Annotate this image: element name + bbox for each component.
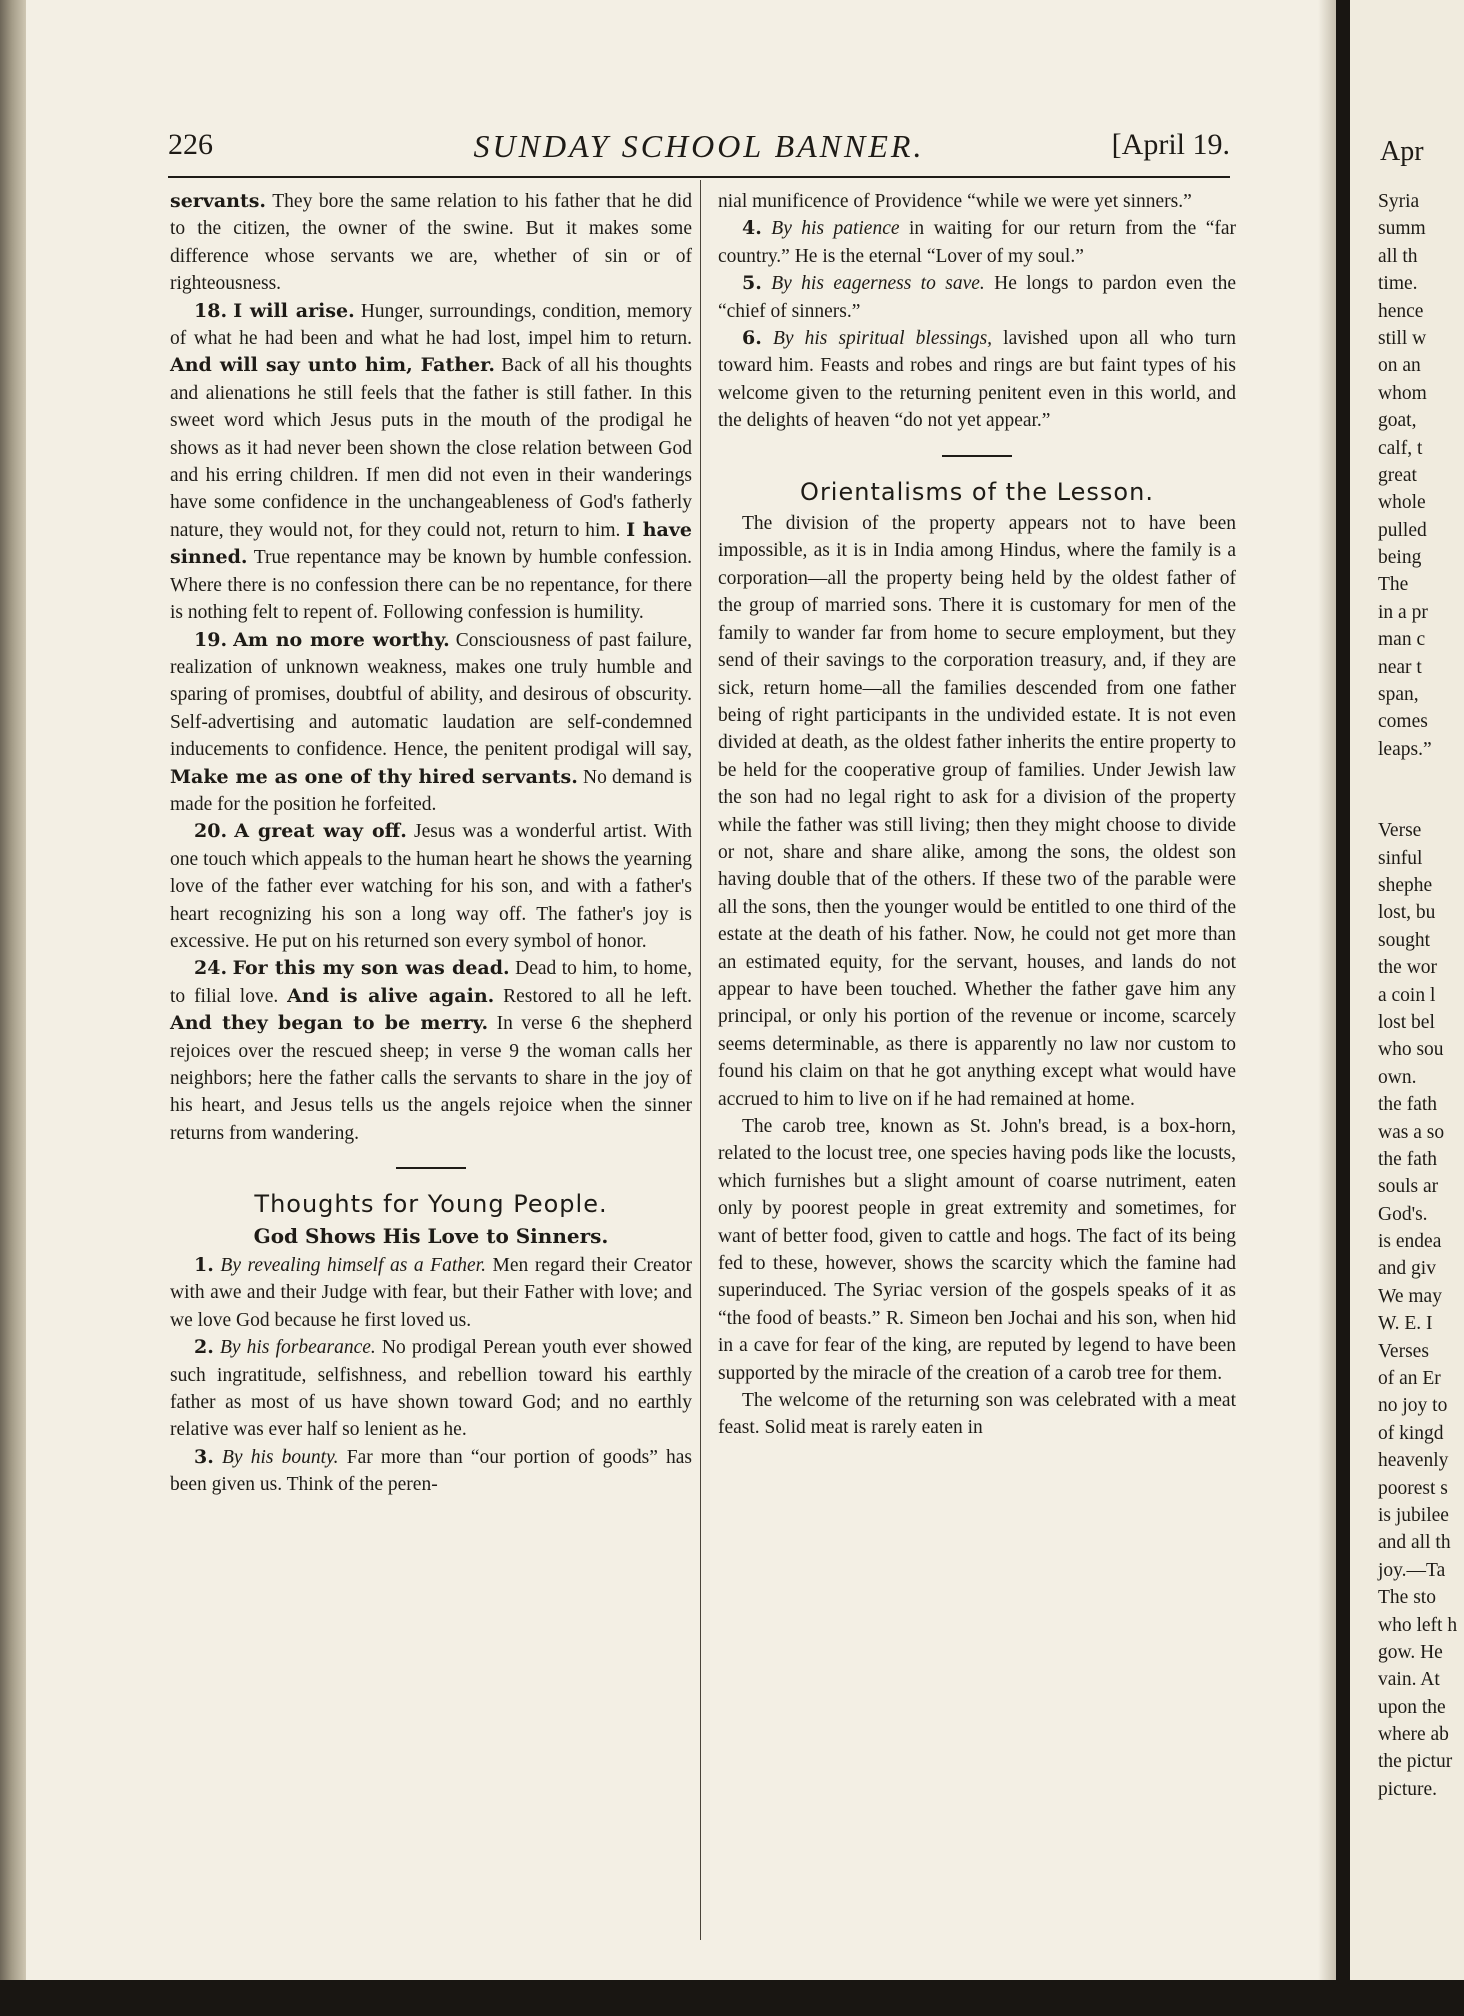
verse-number: 18. <box>194 299 228 322</box>
paragraph-text: Back of all his thoughts and alienations he still feels that the father is still father. In this sweet word which Jesus puts in the mouth of the prodigal he shows as it had never been shown the close relation between God and his erring children. If men did not even in their wanderings have some confidence in the unchangeableness of God's fatherly nature, they would not, for they could not, return to him. <box>170 355 693 541</box>
lead-phrase: Make me as one of thy hired servants. <box>170 765 578 788</box>
adjacent-page-line: W. E. I <box>1378 1313 1433 1335</box>
adjacent-page-line: whom <box>1378 382 1427 404</box>
thought-item <box>170 1252 692 1334</box>
lead-phrase: And will say unto him, Father. <box>170 354 496 377</box>
left-column <box>170 188 692 1499</box>
adjacent-page-line: lost, bu <box>1378 902 1436 924</box>
paragraph-text: Hunger, surroundings, condition, memory of what he had been and what he had lost, impel him to return. <box>170 300 692 350</box>
item-lead: By his forbearance. <box>219 1337 376 1359</box>
adjacent-page-line: picture. <box>1378 1778 1438 1800</box>
lead-phrase: servants. <box>170 190 267 212</box>
adjacent-page-line: being <box>1378 547 1422 569</box>
paragraph-text: Restored to all he left. <box>494 985 692 1007</box>
adjacent-page-line: Syria <box>1378 191 1420 212</box>
adjacent-page-line: We may <box>1378 1285 1442 1307</box>
item-lead: By his bounty. <box>222 1446 339 1468</box>
adjacent-page-line: on an <box>1378 355 1421 377</box>
lead-phrase: And is alive again. <box>287 984 495 1007</box>
adjacent-page-line: the wor <box>1378 957 1438 979</box>
adjacent-page-line: whole <box>1378 492 1426 514</box>
adjacent-page-gap <box>1378 763 1457 817</box>
adjacent-page-line: and all th <box>1378 1532 1451 1554</box>
thought-item <box>718 215 1236 270</box>
adjacent-page-line: of kingd <box>1378 1422 1444 1444</box>
verse-number: 24. <box>194 957 228 980</box>
item-number: 3. <box>194 1445 214 1468</box>
scan-bottom-edge <box>0 1980 1464 2016</box>
adjacent-page-line: souls ar <box>1378 1176 1439 1198</box>
adjacent-page-line: The sto <box>1378 1587 1436 1609</box>
lead-phrase: For this my son was dead. <box>232 957 510 980</box>
adjacent-page-line: in a pr <box>1378 601 1428 623</box>
adjacent-page-line: the fath <box>1378 1148 1438 1170</box>
item-lead: By revealing himself as a Father. <box>220 1255 486 1277</box>
thought-item <box>718 270 1236 325</box>
adjacent-page-text <box>1378 188 1457 1803</box>
lead-phrase: I will arise. <box>233 299 355 322</box>
running-title: SUNDAY SCHOOL BANNER. <box>473 128 925 164</box>
adjacent-page-line: Verses <box>1378 1340 1429 1362</box>
section-subtitle: God Shows His Love to Sinners. <box>253 1223 609 1248</box>
thought-item <box>170 1334 692 1444</box>
adjacent-page-line: The <box>1378 574 1409 596</box>
item-text: No prodigal Perean youth ever showed such ingratitude, selfishness, and rebellion toward his earthly father as most of us have shown toward God; and no earthly relative was ever half so lenient as he. <box>170 1337 692 1441</box>
item-number: 6. <box>742 327 762 350</box>
adjacent-page-line: calf, t <box>1378 437 1423 459</box>
paragraph-text: In verse 6 the shepherd rejoices over the rescued sheep; in verse 9 the woman calls her neighbors; here the father calls the servants to share in the joy of his heart, and Jesus tells us the angels rejoice when the sinner returns from wandering. <box>170 1013 692 1144</box>
lead-phrase: A great way off. <box>234 820 407 843</box>
adjacent-page-line: upon the <box>1378 1696 1446 1718</box>
continued-text: nial munificence of Providence “while we were yet sinners.” <box>718 191 1192 212</box>
adjacent-page-line: pulled <box>1378 519 1427 541</box>
paragraph-servants <box>170 188 692 298</box>
adjacent-page-line: man c <box>1378 629 1426 651</box>
item-number: 4. <box>742 217 762 240</box>
adjacent-page-line: hence <box>1378 300 1424 322</box>
item-lead: By his spiritual blessings, <box>772 328 993 350</box>
adjacent-page-line: vain. At <box>1378 1669 1440 1691</box>
page-header <box>168 128 1230 172</box>
adjacent-page-line: is jubilee <box>1378 1504 1449 1526</box>
adjacent-page-line: sought <box>1378 929 1431 951</box>
adjacent-page-line: sinful <box>1378 847 1423 869</box>
adjacent-page-line: a coin l <box>1378 984 1436 1006</box>
paragraph-text: Dead to him, to home, to filial love. <box>170 958 692 1007</box>
header-rule <box>168 176 1230 178</box>
adjacent-page-line: comes <box>1378 711 1428 733</box>
adjacent-page-line: was a so <box>1378 1121 1445 1143</box>
lead-phrase: Am no more worthy. <box>233 628 450 651</box>
adjacent-page-line: summ <box>1378 218 1426 240</box>
paragraph-verse-20 <box>170 818 692 955</box>
adjacent-page-line: goat, <box>1378 410 1417 432</box>
verse-number: 19. <box>194 628 228 651</box>
adjacent-page-line: is endea <box>1378 1231 1442 1253</box>
adjacent-page-line: shephe <box>1378 874 1433 896</box>
paragraph-text: True repentance may be known by humble confession. Where there is no confession there can be no repentance, for there is nothing felt to repent of. Following confession is humility. <box>170 547 692 624</box>
item-lead: By his eagerness to save. <box>771 273 985 295</box>
item-number: 5. <box>742 272 762 295</box>
column-divider <box>700 180 701 1940</box>
page-number: 226 <box>168 128 213 161</box>
adjacent-page-line: poorest s <box>1378 1477 1448 1499</box>
adjacent-page-line: who left h <box>1378 1614 1458 1636</box>
adjacent-page-line: who sou <box>1378 1039 1444 1061</box>
item-text: Men regard their Creator with awe and their Judge with fear, but their Father with love; and we love God because he first loved us. <box>170 1255 693 1331</box>
item-text: lavished upon all who turn toward him. Feasts and robes and rings are but faint types of his welcome given to the returning penitent even in this world, and the delights of heaven “do not yet appear.” <box>718 328 1237 432</box>
adjacent-page-line: heavenly <box>1378 1450 1449 1472</box>
issue-date: [April 19. <box>1111 128 1230 161</box>
page-gap <box>1336 0 1350 2016</box>
paragraph-verse-19 <box>170 627 692 819</box>
lead-phrase: And they began to be merry. <box>170 1012 489 1035</box>
orientalisms-paragraph: The division of the property appears not to have been impossible, as it is in India among Hindus, where the family is a corporation—all the property being held by the oldest father of the group of married sons. There it is customary for men of the family to wander far from home to secure employment, but they send of their savings to the corporation treasury, and, if they are sick, return home—all the families descended from one father being of right participants in the undivided estate. It is not even divided at death, as the oldest father inherits the entire property to be held for the cooperative group of families. Under Jewish law the son had no legal right to ask for a division of the property while the father was still living; then they might choose to divide or not, share and share alike, among the sons, the oldest son having double that of the others. If these two of the parable were all the sons, then the younger would be entitled to one third of the estate at the death of his father. Now, he could not get more than an estimated equity, for the servant, houses, and lands do not appear to have been touched. Whether the father gave him any principal, or only his portion of the revenue or income, scarcely seems determinable, as there is apparently no law nor custom to found his claim on that he got anything except what would have accrued to him to live on if he had remained at home. <box>718 513 1236 1110</box>
section-title-thoughts: Thoughts for Young People. <box>254 1190 608 1219</box>
adjacent-page-line: all th <box>1378 245 1418 267</box>
item-text: Far more than “our portion of goods” has been given us. Think of the peren- <box>170 1446 693 1496</box>
adjacent-page-line: God's. <box>1378 1203 1428 1225</box>
adjacent-page-line: no joy to <box>1378 1395 1448 1417</box>
item-lead: By his patience <box>771 218 900 240</box>
adjacent-page-line: leaps.” <box>1378 738 1432 760</box>
lead-phrase: I have sinned. <box>170 518 692 569</box>
adjacent-page-line: the pictur <box>1378 1751 1453 1773</box>
adjacent-page-line: span, <box>1378 684 1419 706</box>
paragraph-text: No demand is made for the position he forfeited. <box>170 766 692 815</box>
orientalisms-paragraph: The carob tree, known as St. John's bread, is a box-horn, related to the locust tree, one species having pods like the locusts, which furnishes but a slight amount of coarse nutriment, eaten only by poorest people in great extremity and sometimes, for want of better food, given to cattle and hogs. The fact of its being fed to these, however, shows the scarcity which the famine had superinduced. The Syriac version of the gospels speaks of it as “the food of beasts.” R. Simeon ben Jochai and his son, when hid in a cave for fear of the king, are reputed by legend to have been supported by the miracle of the creation of a carob tree for them. <box>718 1116 1236 1384</box>
adjacent-page-line: time. <box>1378 273 1418 295</box>
orientalisms-paragraph: The welcome of the returning son was celebrated with a meat feast. Solid meat is rarely eaten in <box>718 1390 1236 1439</box>
adjacent-page <box>1350 0 1464 1980</box>
adjacent-page-line: great <box>1378 464 1417 486</box>
adjacent-page-line: Verse <box>1378 820 1422 842</box>
adjacent-page-line: lost bel <box>1378 1011 1435 1033</box>
thought-item <box>170 1444 692 1499</box>
adjacent-page-line: still w <box>1378 327 1427 349</box>
paragraph-text: Consciousness of past failure, realization of unknown weakness, makes one truly humble and sparing of promises, doubtful of ability, and desirous of obscurity. Self-advertising and automatic laudation are self-condemned inducements to confidence. Hence, the penitent prodigal will say, <box>170 629 693 761</box>
item-text: in waiting for our return from the “far country.” He is the eternal “Lover of my soul.” <box>718 218 1236 267</box>
section-title-orientalisms: Orientalisms of the Lesson. <box>800 477 1154 506</box>
item-text: He longs to pardon even the “chief of sinners.” <box>718 273 1237 322</box>
item-number: 2. <box>194 1336 214 1359</box>
adjacent-page-line: own. <box>1378 1066 1417 1088</box>
adjacent-page-header: Apr <box>1380 136 1424 167</box>
adjacent-page-line: and giv <box>1378 1258 1436 1280</box>
paragraph-verse-24 <box>170 955 692 1147</box>
adjacent-page-line: of an Er <box>1378 1368 1441 1390</box>
adjacent-page-line: gow. He <box>1378 1641 1443 1663</box>
binding-spine <box>0 0 26 2016</box>
adjacent-page-line: where ab <box>1378 1724 1449 1746</box>
adjacent-page-line: near t <box>1378 656 1422 678</box>
paragraph-verse-18 <box>170 298 692 627</box>
item-number: 1. <box>194 1254 214 1277</box>
adjacent-page-line: joy.—Ta <box>1378 1559 1446 1581</box>
verse-number: 20. <box>194 820 228 843</box>
section-rule <box>396 1167 466 1169</box>
adjacent-page-line: the fath <box>1378 1094 1438 1116</box>
paragraph-text: Jesus was a wonderful artist. With one touch which appeals to the human heart he shows the yearning love of the father ever watching for his son, and with a father's heart recognizing his son a long way off. The father's joy is excessive. He put on his returned son every symbol of honor. <box>170 821 692 952</box>
thought-item <box>718 325 1236 435</box>
section-rule <box>942 455 1012 457</box>
right-column <box>718 188 1236 1442</box>
paragraph-text: They bore the same relation to his father that he did to the citizen, the owner of the swine. But it makes some difference whose servants we are, whether of sin or of righteousness. <box>170 191 692 295</box>
